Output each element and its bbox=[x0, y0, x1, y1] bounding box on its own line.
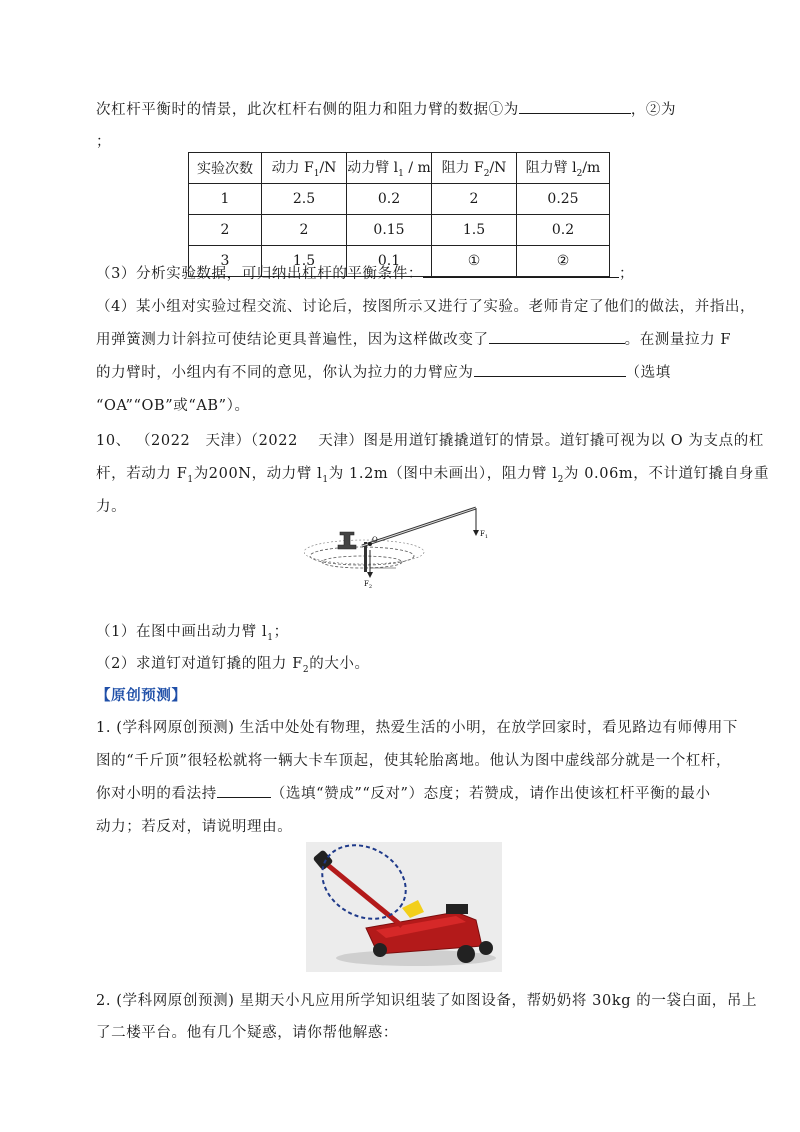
question-line: 杆，若动力 $F_1$为200N，动力臂 $l_1$为 1.2m（图中未画出），阻力臂 $l_2$为 0.06m，不计道钉撬自身重 bbox=[96, 466, 770, 485]
question-line bbox=[96, 328, 731, 349]
text: 10、 （2022 天津）（2022 天津）图是用道钉撬撬道钉的情景。道钉撬可视为以 O 为支点的杠 bbox=[96, 433, 764, 449]
table-header-row bbox=[189, 153, 610, 184]
answer-blank[interactable] bbox=[474, 362, 626, 377]
text: ； bbox=[618, 266, 635, 282]
text: 了二楼平台。他有几个疑惑，请你帮他解惑： bbox=[96, 1025, 398, 1041]
question-line: （2）求道钉对道钉撬的阻力 $F_2$的大小。 bbox=[96, 656, 370, 675]
text: （3）分析实验数据，可归纳出杠杆的平衡条件： bbox=[96, 266, 423, 282]
text: 力。 bbox=[96, 499, 127, 515]
header-cell: 实验次数 bbox=[189, 153, 262, 184]
f2-label: $F_2$ bbox=[364, 580, 373, 590]
question-line bbox=[96, 361, 671, 382]
text: （4）某小组对实验过程交流、讨论后，按图所示又进行了实验。老师肯定了他们的做法，并指出， bbox=[96, 299, 756, 315]
text: ； bbox=[96, 134, 112, 150]
table-row bbox=[189, 184, 610, 215]
pivot-label-o: O bbox=[372, 536, 378, 544]
table-cell: 0.15 bbox=[347, 215, 432, 246]
table-cell: 0.1 bbox=[347, 246, 432, 277]
floor-jack-photo bbox=[306, 842, 502, 972]
question-line bbox=[96, 98, 676, 119]
text: 。在测量拉力 F bbox=[624, 332, 732, 348]
answer-blank[interactable] bbox=[217, 783, 271, 798]
header-cell: 阻力 $F_2/N$ bbox=[432, 153, 517, 184]
text: 图的“千斤顶”很轻松就将一辆大卡车顶起，使其轮胎离地。他认为图中虚线部分就是一个杠杆， bbox=[96, 753, 732, 769]
table-cell: 2 bbox=[432, 184, 517, 215]
table-row bbox=[189, 215, 610, 246]
text: 1. (学科网原创预测) 生活中处处有物理，热爱生活的小明，在放学回家时，看见路边有师傅用下 bbox=[96, 720, 738, 736]
text: （选填“赞成”“反对”）态度；若赞成，请作出使该杠杆平衡的最小 bbox=[270, 786, 711, 802]
question-line bbox=[96, 495, 126, 516]
table-cell: 0.2 bbox=[347, 184, 432, 215]
text: 你对小明的看法持 bbox=[96, 786, 217, 802]
table-cell: 1.5 bbox=[262, 246, 347, 277]
question-line bbox=[96, 394, 250, 415]
text: 动力；若反对，请说明理由。 bbox=[96, 819, 293, 835]
section-heading: 【原创预测】 bbox=[96, 687, 187, 704]
question-line bbox=[96, 262, 634, 283]
question-line bbox=[96, 815, 292, 836]
text: “OA”“OB”或“AB”）。 bbox=[96, 398, 250, 414]
question-line bbox=[96, 749, 731, 770]
text: （选填 bbox=[625, 365, 671, 381]
question-line bbox=[96, 989, 757, 1010]
table-cell: 1 bbox=[189, 184, 262, 215]
table-cell: 2 bbox=[262, 215, 347, 246]
table-cell: 3 bbox=[189, 246, 262, 277]
question-line bbox=[96, 130, 111, 151]
text: 用弹簧测力计斜拉可使结论更具普遍性，因为这样做改变了 bbox=[96, 332, 489, 348]
header-cell: 动力 $F_1/N$ bbox=[262, 153, 347, 184]
answer-blank[interactable] bbox=[423, 263, 619, 278]
table-cell: 0.25 bbox=[517, 184, 610, 215]
table-cell: 1.5 bbox=[432, 215, 517, 246]
f1-label: $F_1$ bbox=[480, 530, 489, 540]
question-line bbox=[96, 716, 738, 737]
question-line bbox=[96, 429, 764, 450]
experiment-data-table bbox=[188, 152, 610, 277]
table-cell: 0.2 bbox=[517, 215, 610, 246]
question-line bbox=[96, 295, 755, 316]
crowbar-figure bbox=[304, 498, 500, 590]
text: ，②为 bbox=[630, 102, 677, 118]
text: 次杠杆平衡时的情景，此次杠杆右侧的阻力和阻力臂的数据①为 bbox=[96, 102, 519, 118]
text: 2. (学科网原创预测) 星期天小凡应用所学知识组装了如图设备，帮奶奶将 30kg 的一袋白面，吊上 bbox=[96, 993, 758, 1009]
question-line bbox=[96, 782, 711, 803]
question-line bbox=[96, 1021, 398, 1042]
table-cell: 2.5 bbox=[262, 184, 347, 215]
question-line: （1）在图中画出动力臂 $l_1$； bbox=[96, 624, 289, 643]
text: 的力臂时，小组内有不同的意见，你认为拉力的力臂应为 bbox=[96, 365, 474, 381]
table-cell: ② bbox=[517, 246, 610, 277]
answer-blank[interactable] bbox=[489, 329, 625, 344]
table-cell: ① bbox=[432, 246, 517, 277]
header-cell: 动力臂 $l_1$ / m bbox=[347, 153, 432, 184]
table-cell: 2 bbox=[189, 215, 262, 246]
answer-blank[interactable] bbox=[519, 99, 631, 114]
header-cell: 阻力臂 $l_2/m$ bbox=[517, 153, 610, 184]
